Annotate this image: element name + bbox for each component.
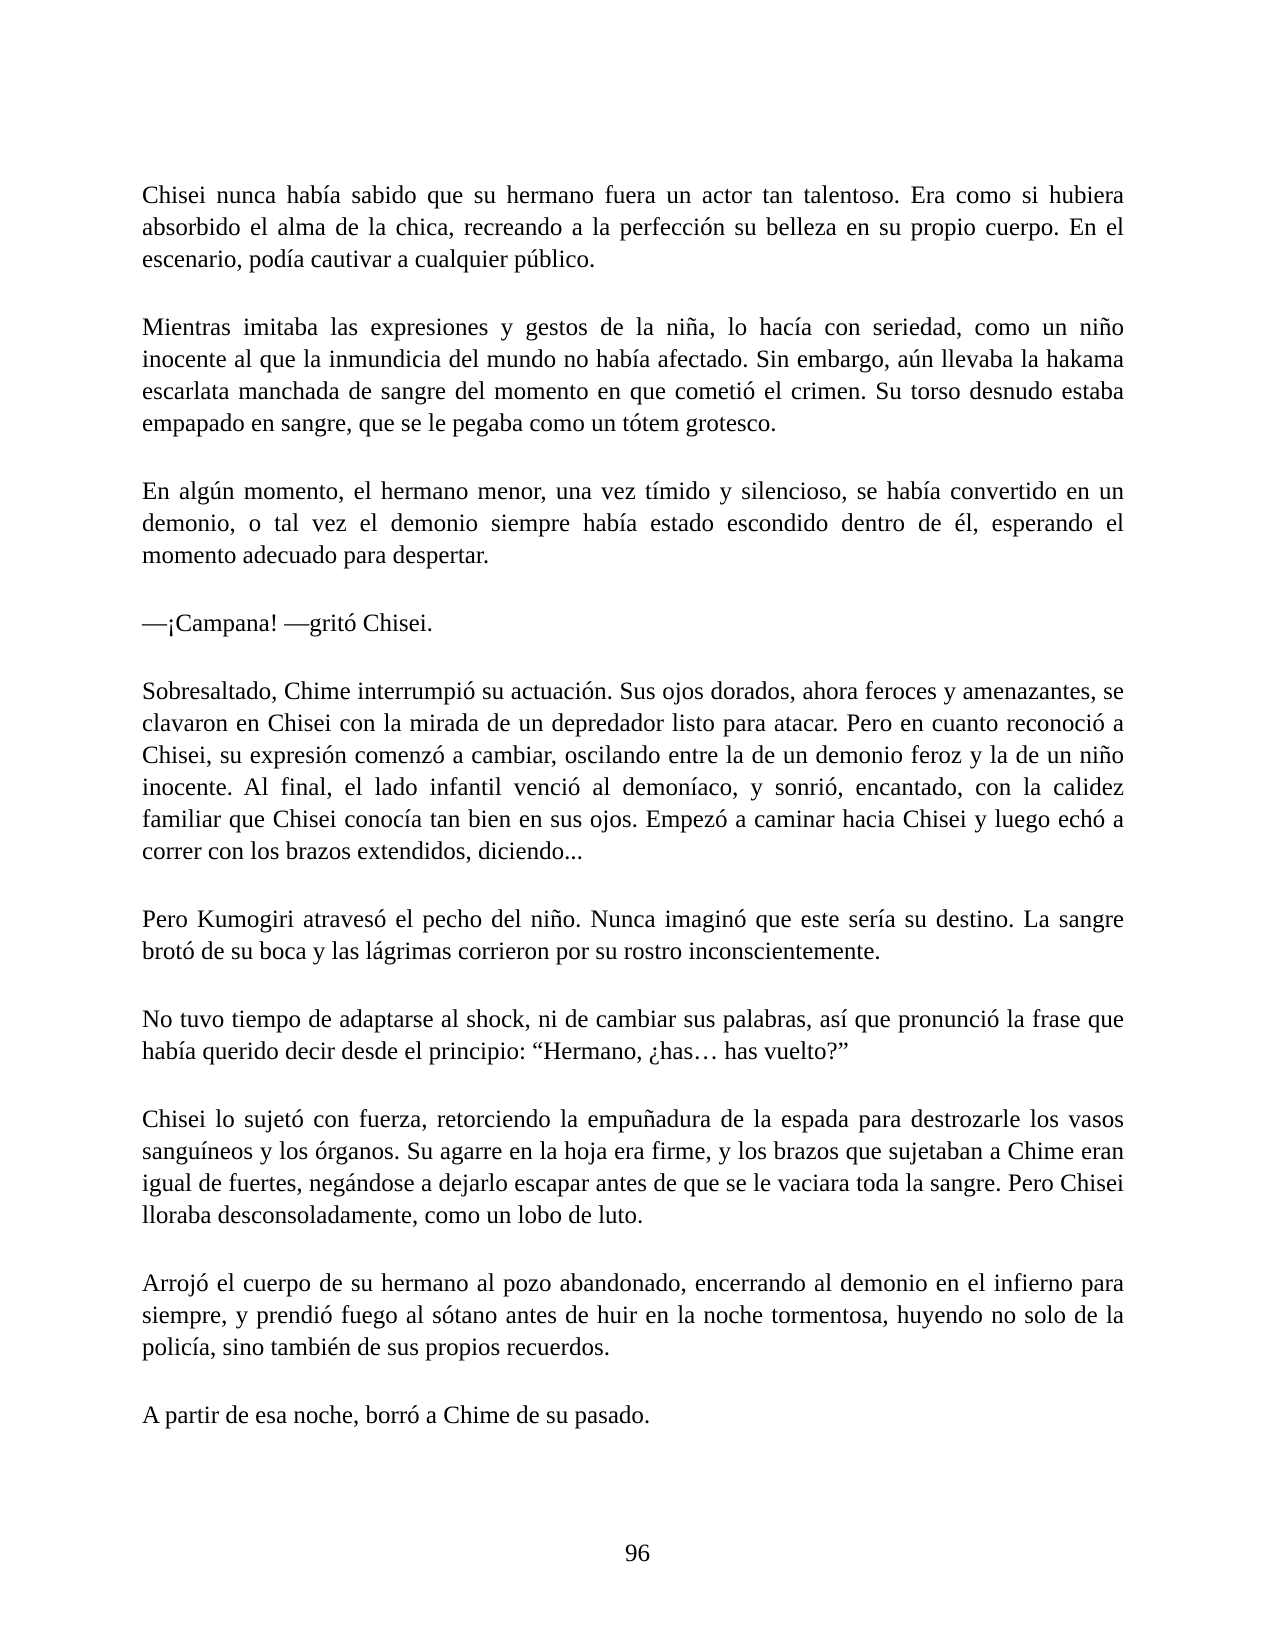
- paragraph: Chisei lo sujetó con fuerza, retorciendo la empuñadura de la espada para destrozarle los vasos sanguíneos y los órganos. Su agarre en la hoja era firme, y los brazos que sujetaban a Chime eran igual de fuertes, negándose a dejarlo escapar antes de que se le vaciara toda la sangre. Pero Chisei lloraba desconsoladamente, como un lobo de luto.: [142, 1106, 1124, 1229]
- text-body: [142, 180, 1124, 1432]
- paragraph: En algún momento, el hermano menor, una vez tímido y silencioso, se había convertido en un demonio, o tal vez el demonio siempre había estado escondido dentro de él, esperando el momento adecuado para despertar.: [142, 478, 1124, 569]
- paragraph-dialogue: —¡Campana! —gritó Chisei.: [142, 610, 433, 637]
- paragraph: Mientras imitaba las expresiones y gestos de la niña, lo hacía con seriedad, como un niño inocente al que la inmundicia del mundo no había afectado. Sin embargo, aún llevaba la hakama escarlata manchada de sangre del momento en que cometió el crimen. Su torso desnudo estaba empapado en sangre, que se le pegaba como un tótem grotesco.: [142, 314, 1124, 437]
- paragraph: A partir de esa noche, borró a Chime de su pasado.: [142, 1402, 651, 1429]
- page-number: 96: [625, 1540, 650, 1567]
- paragraph: Chisei nunca había sabido que su hermano fuera un actor tan talentoso. Era como si hubiera absorbido el alma de la chica, recreando a la perfección su belleza en su propio cuerpo. En el escenario, podía cautivar a cualquier público.: [142, 182, 1124, 273]
- paragraph: Sobresaltado, Chime interrumpió su actuación. Sus ojos dorados, ahora feroces y amenazantes, se clavaron en Chisei con la mirada de un depredador listo para atacar. Pero en cuanto reconoció a Chisei, su expresión comenzó a cambiar, oscilando entre la de un demonio feroz y la de un niño inocente. Al final, el lado infantil venció al demoníaco, y sonrió, encantado, con la calidez familiar que Chisei conocía tan bien en sus ojos. Empezó a caminar hacia Chisei y luego echó a correr con los brazos extendidos, diciendo...: [142, 678, 1124, 865]
- paragraph: No tuvo tiempo de adaptarse al shock, ni de cambiar sus palabras, así que pronunció la frase que había querido decir desde el principio: “Hermano, ¿has… has vuelto?”: [142, 1006, 1124, 1065]
- paragraph: Pero Kumogiri atravesó el pecho del niño. Nunca imaginó que este sería su destino. La sangre brotó de su boca y las lágrimas corrieron por su rostro inconscientemente.: [142, 906, 1124, 965]
- paragraph: Arrojó el cuerpo de su hermano al pozo abandonado, encerrando al demonio en el infierno para siempre, y prendió fuego al sótano antes de huir en la noche tormentosa, huyendo no solo de la policía, sino también de sus propios recuerdos.: [142, 1270, 1124, 1361]
